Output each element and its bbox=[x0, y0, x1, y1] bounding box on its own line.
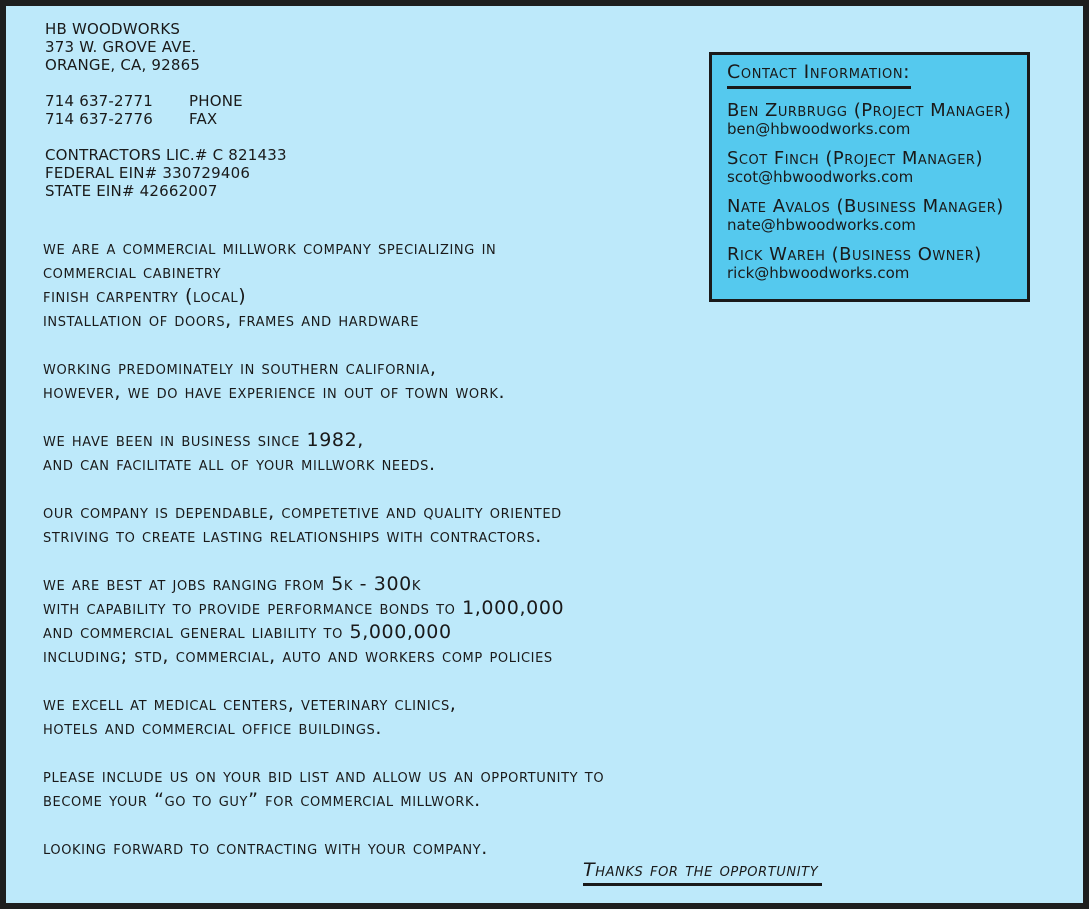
contact-person bbox=[727, 101, 1011, 137]
company-address-line1: 373 W. GROVE AVE. bbox=[45, 38, 197, 56]
contact-person bbox=[727, 149, 983, 185]
contact-email: ben@hbwoodworks.com bbox=[727, 120, 911, 138]
contact-info-box bbox=[709, 52, 1030, 302]
contact-person bbox=[727, 197, 1004, 233]
body-line: with capability to provide performance bonds to 1,000,000 bbox=[43, 597, 565, 619]
body-line: commercial cabinetry bbox=[43, 261, 222, 283]
body-line: working predominately in southern california, bbox=[43, 357, 437, 379]
body-line: however, we do have experience in out of town work. bbox=[43, 381, 506, 403]
contact-name: Nate Avalos (Business Manager) bbox=[727, 196, 1004, 217]
body-paragraph bbox=[43, 692, 604, 740]
body-line: looking forward to contracting with your company. bbox=[43, 837, 488, 859]
company-info bbox=[45, 20, 287, 200]
contact-name: Rick Wareh (Business Owner) bbox=[727, 244, 982, 265]
contact-info-title: Contact Information: bbox=[727, 59, 911, 89]
phone-label: PHONE bbox=[189, 92, 243, 110]
fax-number: 714 637-2776 bbox=[45, 110, 154, 128]
letter-page bbox=[6, 6, 1083, 903]
body-paragraph bbox=[43, 764, 604, 812]
body-line: installation of doors, frames and hardware bbox=[43, 309, 420, 331]
fax-row bbox=[45, 110, 287, 128]
letter-body bbox=[43, 236, 604, 884]
body-paragraph bbox=[43, 428, 604, 476]
contact-email: scot@hbwoodworks.com bbox=[727, 168, 914, 186]
body-paragraph bbox=[43, 356, 604, 404]
contact-email: rick@hbwoodworks.com bbox=[727, 264, 910, 282]
phone-row bbox=[45, 92, 287, 110]
fax-label: FAX bbox=[189, 110, 218, 128]
contact-name: Scot Finch (Project Manager) bbox=[727, 148, 983, 169]
body-line: we excell at medical centers, veterinary clinics, bbox=[43, 693, 457, 715]
contact-name: Ben Zurbrugg (Project Manager) bbox=[727, 100, 1012, 121]
body-paragraph bbox=[43, 572, 604, 668]
contractor-license: CONTRACTORS LIC.# C 821433 bbox=[45, 146, 287, 164]
contact-email: nate@hbwoodworks.com bbox=[727, 216, 916, 234]
company-address-line2: ORANGE, CA, 92865 bbox=[45, 56, 201, 74]
body-paragraph bbox=[43, 836, 604, 860]
body-paragraph bbox=[43, 236, 604, 332]
body-line: we are a commercial millwork company specializing in bbox=[43, 237, 497, 259]
body-line: please include us on your bid list and allow us an opportunity to bbox=[43, 765, 605, 787]
closing-line: Thanks for the opportunity bbox=[583, 858, 822, 886]
body-line: and can facilitate all of your millwork needs. bbox=[43, 453, 436, 475]
body-line: including; std, commercial, auto and workers comp policies bbox=[43, 645, 553, 667]
body-line: our company is dependable, competetive and quality oriented bbox=[43, 501, 562, 523]
body-line: and commercial general liability to 5,000,000 bbox=[43, 621, 452, 643]
state-ein: STATE EIN# 42662007 bbox=[45, 182, 218, 200]
body-line: become your “go to guy” for commercial millwork. bbox=[43, 789, 481, 811]
body-line: hotels and commercial office buildings. bbox=[43, 717, 382, 739]
contact-person bbox=[727, 245, 982, 281]
body-line: we are best at jobs ranging from 5k - 300k bbox=[43, 573, 421, 595]
body-line: finish carpentry (local) bbox=[43, 285, 247, 307]
body-line: we have been in business since 1982, bbox=[43, 429, 364, 451]
body-paragraph bbox=[43, 500, 604, 548]
federal-ein: FEDERAL EIN# 330729406 bbox=[45, 164, 251, 182]
phone-number: 714 637-2771 bbox=[45, 92, 154, 110]
body-line: striving to create lasting relationships with contractors. bbox=[43, 525, 542, 547]
company-name: HB WOODWORKS bbox=[45, 20, 181, 38]
